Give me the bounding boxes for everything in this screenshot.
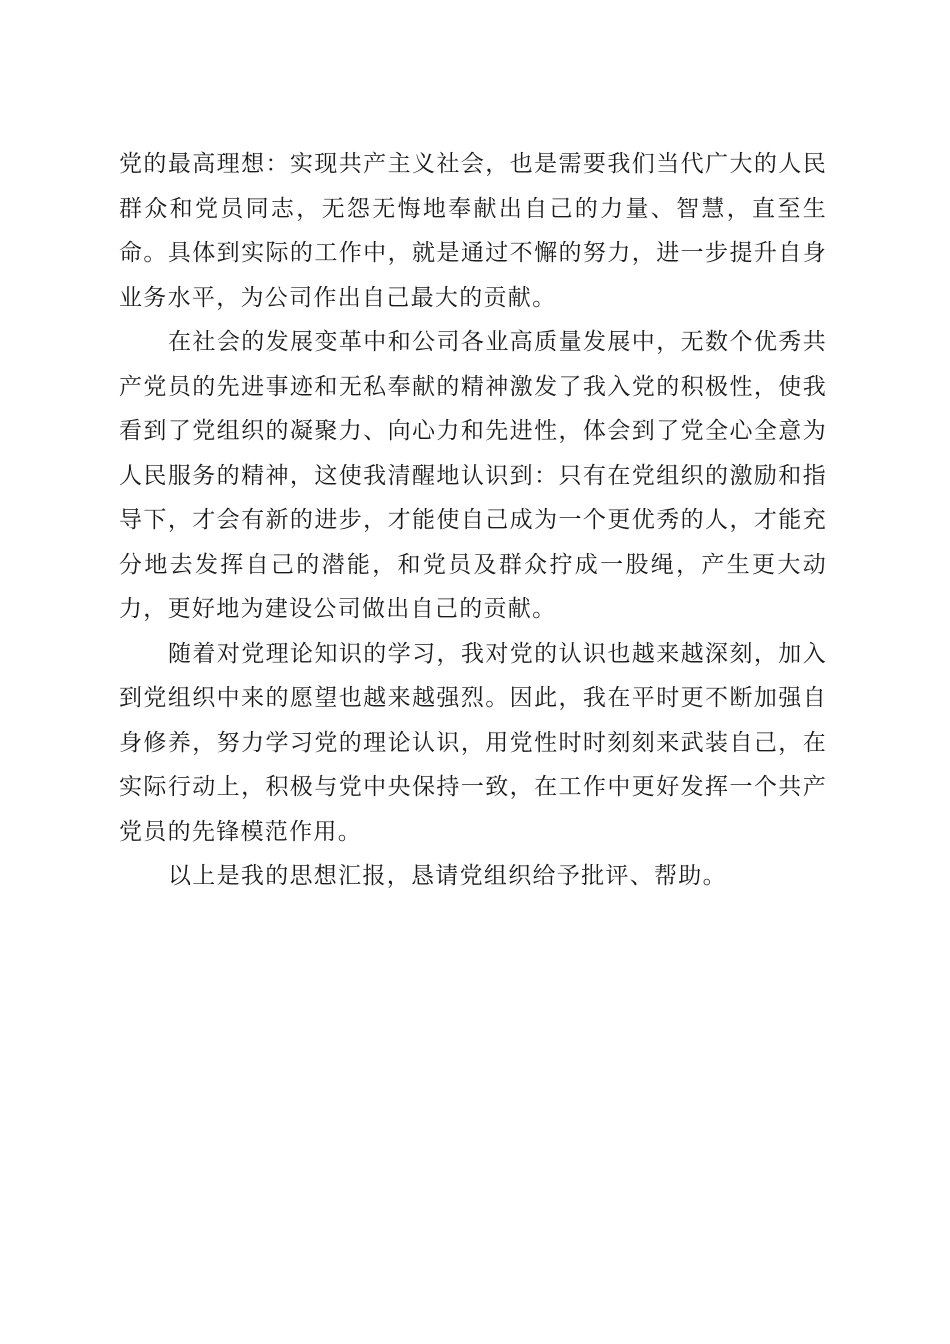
- document-body: [119, 142, 827, 899]
- paragraph-continued: 党的最高理想：实现共产主义社会，也是需要我们当代广大的人民群众和党员同志，无怨无悔地奉献出自己的力量、智慧，直至生命。具体到实际的工作中，就是通过不懈的努力，进一步提升自身业务水平，为公司作出自己最大的贡献。: [119, 151, 827, 311]
- paragraph: 随着对党理论知识的学习，我对党的认识也越来越深刻，加入到党组织中来的愿望也越来越强烈。因此，我在平时更不断加强自身修养，努力学习党的理论认识，用党性时时刻刻来武装自己，在实际行动上，积极与党中央保持一致，在工作中更好发挥一个共产党员的先锋模范作用。: [119, 640, 827, 845]
- paragraph-closing: 以上是我的思想汇报，恳请党组织给予批评、帮助。: [168, 863, 727, 889]
- paragraph: 在社会的发展变革中和公司各业高质量发展中，无数个优秀共产党员的先进事迹和无私奉献的精神激发了我入党的积极性，使我看到了党组织的凝聚力、向心力和先进性，体会到了党全心全意为人民服务的精神，这使我清醒地认识到：只有在党组织的激励和指导下，才会有新的进步，才能使自己成为一个更优秀的人，才能充分地去发挥自己的潜能，和党员及群众拧成一股绳，产生更大动力，更好地为建设公司做出自己的贡献。: [119, 329, 827, 622]
